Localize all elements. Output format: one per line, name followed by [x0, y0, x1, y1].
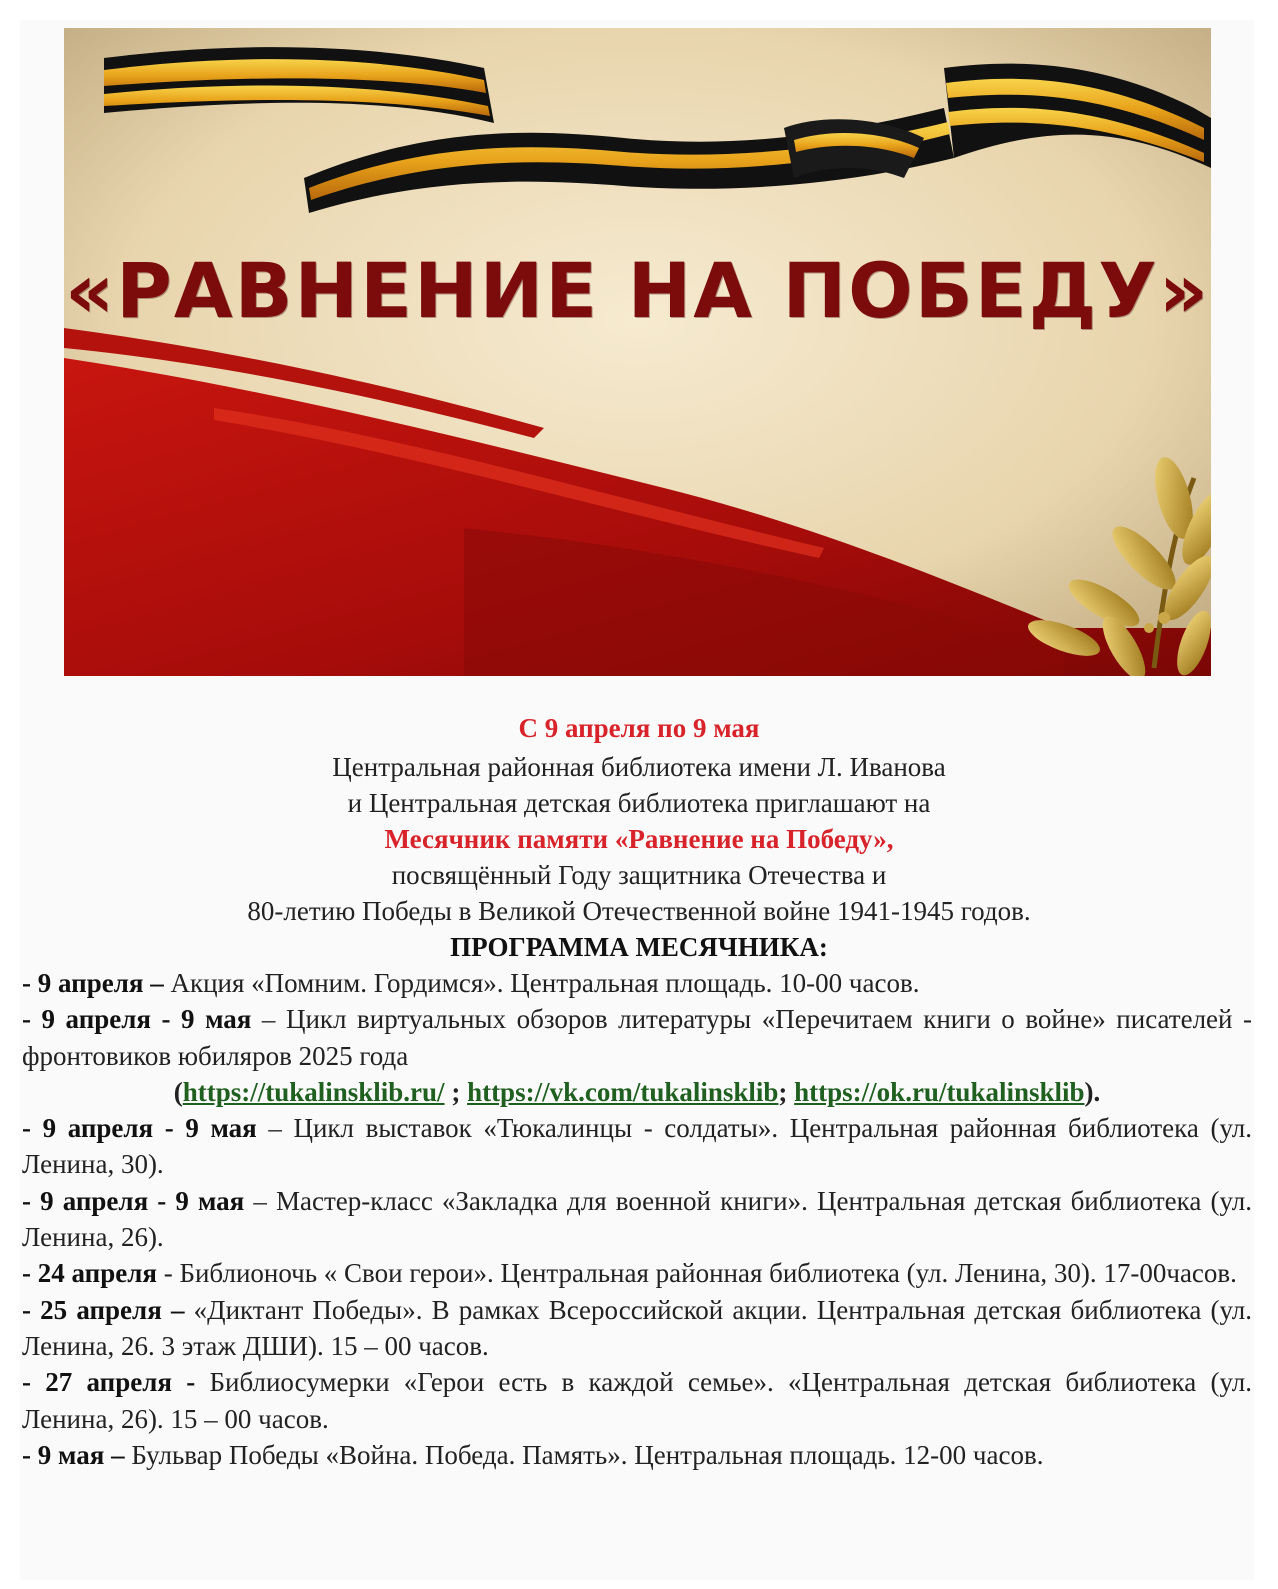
- event-name: Месячник памяти «Равнение на Победу»,: [384, 824, 894, 854]
- item-date: 9 апреля - 9 мая: [40, 1185, 245, 1216]
- link-ok[interactable]: https://ok.ru/tukalinsklib: [794, 1076, 1085, 1107]
- item-dash: -: [22, 1439, 38, 1470]
- program-item: [22, 965, 1252, 1001]
- program-list: [22, 965, 1252, 1473]
- banner-title: «РАВНЕНИЕ НА ПОБЕДУ»: [65, 246, 1210, 335]
- banner-image: [64, 28, 1211, 676]
- item-dash: -: [22, 1185, 41, 1216]
- item-text: Акция «Помним. Гордимся». Центральная площадь. 10-00 часов.: [163, 968, 920, 998]
- links-close: ).: [1084, 1076, 1101, 1107]
- link-vk[interactable]: https://vk.com/tukalinsklib: [467, 1076, 779, 1107]
- program-item: [22, 1364, 1252, 1437]
- item-date: 24 апреля: [37, 1258, 157, 1289]
- event-dates: С 9 апреля по 9 мая: [518, 713, 760, 743]
- program-item: [22, 1183, 1252, 1256]
- link-tukalinsklib-site[interactable]: https://tukalinsklib.ru/: [182, 1076, 445, 1107]
- program-item: [22, 1437, 1252, 1473]
- item-text: Библиосумерки «Герои есть в каждой семье». «Центральная детская библиотека (ул. Ленина, 26). 15 – 00 часов.: [22, 1367, 1252, 1434]
- program-item: [22, 1292, 1252, 1365]
- item-date: 9 апреля –: [37, 968, 164, 998]
- item-dash: -: [22, 968, 38, 998]
- item-dash: -: [22, 1258, 38, 1289]
- intro-line-4: 80-летию Победы в Великой Отечественной войне 1941-1945 годов.: [247, 896, 1031, 926]
- item-text: – Цикл выставок «Тюкалинцы - солдаты». Центральная районная библиотека (ул. Ленина, 30).: [22, 1113, 1252, 1180]
- links-open: (: [173, 1076, 183, 1107]
- links-sep: ;: [778, 1076, 795, 1107]
- item-text: – Мастер-класс «Закладка для военной книги». Центральная детская библиотека (ул. Ленина, 26).: [22, 1185, 1252, 1253]
- program-item: [22, 1255, 1252, 1291]
- item-dash: -: [22, 1367, 46, 1398]
- item-dash: -: [22, 1113, 43, 1144]
- item-text: Бульвар Победы «Война. Победа. Память». Центральная площадь. 12-00 часов.: [124, 1439, 1044, 1470]
- item-text: - Библионочь « Свои герои». Центральная районная библиотека (ул. Ленина, 30). 17-00часов.: [156, 1258, 1237, 1289]
- item-dash: -: [22, 1294, 41, 1325]
- links-sep: ;: [444, 1076, 468, 1107]
- item-dash: -: [22, 1004, 42, 1035]
- intro-line-3: посвящённый Году защитника Отечества и: [391, 860, 887, 890]
- item-text: – Цикл виртуальных обзоров литературы «Перечитаем книги о войне» писателей - фронтовиков юбиляров 2025 года: [22, 1004, 1252, 1071]
- intro-line-2: и Центральная детская библиотека приглашают на: [347, 788, 931, 818]
- item-date: 9 мая –: [37, 1439, 125, 1470]
- item-date: 9 апреля - 9 мая: [41, 1004, 252, 1035]
- item-text: «Диктант Победы». В рамках Всероссийской акции. Центральная детская библиотека (ул. Ленина, 26. 3 этаж ДШИ). 15 – 00 часов.: [22, 1294, 1253, 1361]
- program-heading: ПРОГРАММА МЕСЯЧНИКА:: [450, 932, 828, 962]
- program-item: [22, 1001, 1252, 1074]
- links-line: [22, 1074, 1252, 1110]
- item-date: 27 апреля -: [45, 1367, 196, 1398]
- program-item: [22, 1110, 1252, 1183]
- item-date: 9 апреля - 9 мая: [42, 1113, 257, 1144]
- banner-artwork: [64, 28, 1211, 676]
- item-date: 25 апреля –: [40, 1294, 185, 1325]
- intro-line-1: Центральная районная библиотека имени Л. Иванова: [332, 752, 946, 782]
